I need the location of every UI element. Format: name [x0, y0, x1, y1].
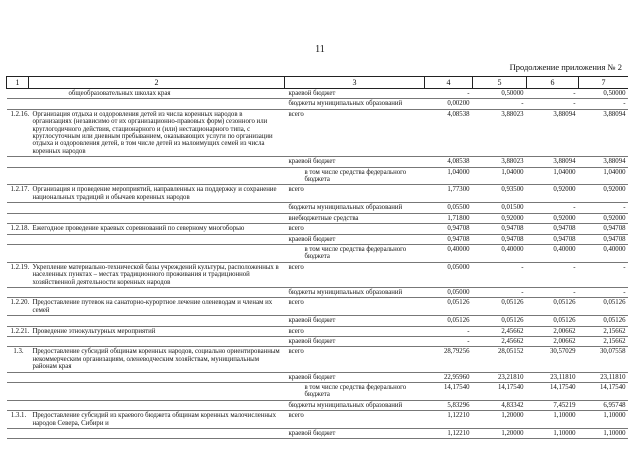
- value-col-7: 0,05126: [579, 298, 629, 316]
- value-col-6: 7,45219: [527, 400, 579, 410]
- funding-source: всего: [285, 185, 425, 203]
- value-col-7: 23,11810: [579, 372, 629, 382]
- value-col-4: 1,71800: [425, 213, 473, 223]
- funding-source: внебюджетные средства: [285, 213, 425, 223]
- row-description: общеобразовательных школах края: [29, 89, 285, 99]
- value-col-4: 1,77300: [425, 185, 473, 203]
- row-code: 1.3.1.: [7, 411, 29, 429]
- value-col-4: 0,05500: [425, 203, 473, 213]
- funding-source: всего: [285, 262, 425, 287]
- row-code: [7, 244, 29, 262]
- row-code: [7, 99, 29, 109]
- value-col-5: 1,20000: [473, 429, 527, 439]
- funding-source: краевой бюджет: [285, 372, 425, 382]
- funding-source: всего: [285, 411, 425, 429]
- value-col-5: 2,45662: [473, 326, 527, 336]
- funding-source: всего: [285, 109, 425, 156]
- row-code: 1.3.: [7, 347, 29, 372]
- row-description: Предоставление субсидий общинам коренных народов, социально ориентированным некоммерческим организациям, оленеводческим хозяйствам, муниципальным районам края: [29, 347, 285, 372]
- value-col-6: 23,11810: [527, 372, 579, 382]
- table-row: [7, 167, 629, 185]
- value-col-7: 6,95748: [579, 400, 629, 410]
- column-header: 3: [285, 77, 425, 89]
- column-header: 5: [473, 77, 527, 89]
- value-col-7: 1,04000: [579, 167, 629, 185]
- value-col-4: 0,40000: [425, 244, 473, 262]
- column-header: 6: [527, 77, 579, 89]
- row-code: [7, 287, 29, 297]
- table-row: [7, 372, 629, 382]
- value-col-4: 0,94708: [425, 224, 473, 234]
- row-description: [29, 99, 285, 109]
- value-col-7: 0,40000: [579, 244, 629, 262]
- continuation-label: Продолжение приложения № 2: [509, 62, 622, 72]
- value-col-5: 0,94708: [473, 234, 527, 244]
- column-header: 1: [7, 77, 29, 89]
- value-col-6: 0,05126: [527, 316, 579, 326]
- table-row: [7, 213, 629, 223]
- row-description: [29, 157, 285, 167]
- value-col-7: 0,92000: [579, 185, 629, 203]
- funding-source: краевой бюджет: [285, 89, 425, 99]
- table-row: [7, 298, 629, 316]
- value-col-6: 2,00662: [527, 326, 579, 336]
- value-col-6: -: [527, 262, 579, 287]
- funding-source: в том числе средства федерального бюджета: [285, 167, 425, 185]
- row-code: [7, 372, 29, 382]
- row-description: Укрепление материально-технической базы учреждений культуры, расположенных в населенных пунктах – местах традиционного проживания и традиционной хозяйственной деятельности коренных народов: [29, 262, 285, 287]
- funding-source: бюджеты муниципальных образований: [285, 400, 425, 410]
- row-code: 1.2.19.: [7, 262, 29, 287]
- page-number: 11: [315, 44, 325, 55]
- value-col-4: -: [425, 326, 473, 336]
- value-col-4: 0,05126: [425, 316, 473, 326]
- value-col-6: 3,88094: [527, 109, 579, 156]
- funding-source: бюджеты муниципальных образований: [285, 287, 425, 297]
- value-col-5: 1,20000: [473, 411, 527, 429]
- row-description: Организация и проведение мероприятий, направленных на поддержку и сохранение национальных традиций и обычаев коренных народов: [29, 185, 285, 203]
- row-code: [7, 383, 29, 401]
- funding-source: краевой бюджет: [285, 316, 425, 326]
- value-col-5: 3,88023: [473, 109, 527, 156]
- row-code: [7, 167, 29, 185]
- value-col-6: 1,10000: [527, 429, 579, 439]
- value-col-4: 0,00200: [425, 99, 473, 109]
- value-col-6: 3,88094: [527, 157, 579, 167]
- table-row: [7, 157, 629, 167]
- value-col-4: 28,79256: [425, 347, 473, 372]
- row-code: [7, 89, 29, 99]
- funding-source: краевой бюджет: [285, 157, 425, 167]
- row-description: [29, 167, 285, 185]
- funding-source: всего: [285, 224, 425, 234]
- table-row: [7, 109, 629, 156]
- funding-source: в том числе средства федерального бюджета: [285, 383, 425, 401]
- row-description: [29, 372, 285, 382]
- value-col-5: 0,05126: [473, 316, 527, 326]
- funding-source: краевой бюджет: [285, 234, 425, 244]
- table-row: [7, 99, 629, 109]
- value-col-5: 0,01500: [473, 203, 527, 213]
- value-col-6: 0,92000: [527, 185, 579, 203]
- value-col-4: 0,94708: [425, 234, 473, 244]
- value-col-4: 1,12210: [425, 411, 473, 429]
- value-col-6: 1,10000: [527, 411, 579, 429]
- value-col-5: 0,94708: [473, 224, 527, 234]
- row-code: [7, 213, 29, 223]
- column-header: 2: [29, 77, 285, 89]
- value-col-5: 4,83342: [473, 400, 527, 410]
- row-description: Предоставление путевок на санаторно-курортное лечение оленеводам и членам их семей: [29, 298, 285, 316]
- value-col-4: 4,08538: [425, 109, 473, 156]
- row-code: 1.2.18.: [7, 224, 29, 234]
- table-row: [7, 244, 629, 262]
- table-row: [7, 262, 629, 287]
- value-col-7: -: [579, 262, 629, 287]
- value-col-7: 3,88094: [579, 157, 629, 167]
- table-row: [7, 326, 629, 336]
- value-col-4: -: [425, 89, 473, 99]
- value-col-5: 0,40000: [473, 244, 527, 262]
- value-col-7: 0,94708: [579, 224, 629, 234]
- value-col-5: 2,45662: [473, 336, 527, 346]
- value-col-7: -: [579, 99, 629, 109]
- value-col-7: -: [579, 203, 629, 213]
- row-description: [29, 287, 285, 297]
- table-row: [7, 287, 629, 297]
- row-code: [7, 429, 29, 439]
- row-code: [7, 316, 29, 326]
- row-code: 1.2.20.: [7, 298, 29, 316]
- value-col-4: 14,17540: [425, 383, 473, 401]
- value-col-5: 23,21810: [473, 372, 527, 382]
- table-row: [7, 89, 629, 99]
- value-col-6: 0,05126: [527, 298, 579, 316]
- column-header: 7: [579, 77, 629, 89]
- value-col-6: 0,94708: [527, 224, 579, 234]
- value-col-6: 30,57029: [527, 347, 579, 372]
- row-description: [29, 336, 285, 346]
- column-header: 4: [425, 77, 473, 89]
- table-row: [7, 316, 629, 326]
- value-col-7: 3,88094: [579, 109, 629, 156]
- value-col-7: 0,05126: [579, 316, 629, 326]
- value-col-6: -: [527, 203, 579, 213]
- value-col-6: 1,04000: [527, 167, 579, 185]
- row-description: [29, 383, 285, 401]
- table-header-row: [7, 77, 629, 89]
- value-col-6: -: [527, 287, 579, 297]
- value-col-4: 5,83296: [425, 400, 473, 410]
- row-description: Проведение этнокультурных мероприятий: [29, 326, 285, 336]
- row-code: 1.2.17.: [7, 185, 29, 203]
- value-col-5: 0,93500: [473, 185, 527, 203]
- value-col-4: 4,08538: [425, 157, 473, 167]
- value-col-6: 14,17540: [527, 383, 579, 401]
- appendix-table-container: [6, 76, 628, 450]
- value-col-7: 0,94708: [579, 234, 629, 244]
- funding-source: всего: [285, 347, 425, 372]
- value-col-4: -: [425, 336, 473, 346]
- value-col-4: 1,12210: [425, 429, 473, 439]
- row-description: [29, 234, 285, 244]
- row-description: Предоставление субсидий из краевого бюджета общинам коренных малочисленных народов Севера, Сибири и: [29, 411, 285, 429]
- row-description: Организация отдыха и оздоровления детей из числа коренных народов в организациях (независимо от их организационно-правовых форм) сезонного или круглогодичного действия, стационарного и (или) нестационарного типа, с круглосуточным или дневным пребыванием, оказывающих услуги по организации отдыха и оздоровления детей, в том числе детей из малоимущих семей из числа коренных народов: [29, 109, 285, 156]
- row-code: [7, 203, 29, 213]
- table-row: [7, 400, 629, 410]
- table-row: [7, 383, 629, 401]
- row-code: 1.2.16.: [7, 109, 29, 156]
- row-description: Ежегодное проведение краевых соревнований по северному многоборью: [29, 224, 285, 234]
- funding-source: бюджеты муниципальных образований: [285, 99, 425, 109]
- value-col-7: 30,07558: [579, 347, 629, 372]
- value-col-6: 0,92000: [527, 213, 579, 223]
- row-description: [29, 400, 285, 410]
- value-col-7: 14,17540: [579, 383, 629, 401]
- value-col-5: -: [473, 287, 527, 297]
- value-col-5: 0,50000: [473, 89, 527, 99]
- row-description: [29, 203, 285, 213]
- table-row: [7, 429, 629, 439]
- value-col-5: 1,04000: [473, 167, 527, 185]
- row-code: [7, 234, 29, 244]
- value-col-6: -: [527, 89, 579, 99]
- table-row: [7, 185, 629, 203]
- value-col-7: 2,15662: [579, 326, 629, 336]
- row-description: [29, 429, 285, 439]
- value-col-7: 1,10000: [579, 411, 629, 429]
- value-col-5: 0,05126: [473, 298, 527, 316]
- value-col-7: 1,10000: [579, 429, 629, 439]
- value-col-5: -: [473, 262, 527, 287]
- value-col-7: 0,50000: [579, 89, 629, 99]
- funding-source: краевой бюджет: [285, 336, 425, 346]
- row-description: [29, 244, 285, 262]
- value-col-4: 22,95960: [425, 372, 473, 382]
- funding-source: в том числе средства федерального бюджета: [285, 244, 425, 262]
- table-row: [7, 411, 629, 429]
- table-row: [7, 234, 629, 244]
- row-code: [7, 400, 29, 410]
- funding-source: всего: [285, 326, 425, 336]
- value-col-5: 0,92000: [473, 213, 527, 223]
- value-col-5: 3,88023: [473, 157, 527, 167]
- table-row: [7, 336, 629, 346]
- value-col-5: -: [473, 99, 527, 109]
- table-row: [7, 203, 629, 213]
- value-col-7: 2,15662: [579, 336, 629, 346]
- table-row: [7, 224, 629, 234]
- value-col-4: 0,05000: [425, 262, 473, 287]
- value-col-6: 0,40000: [527, 244, 579, 262]
- funding-source: краевой бюджет: [285, 429, 425, 439]
- value-col-4: 1,04000: [425, 167, 473, 185]
- row-code: [7, 157, 29, 167]
- funding-source: бюджеты муниципальных образований: [285, 203, 425, 213]
- value-col-5: 28,05152: [473, 347, 527, 372]
- value-col-4: 0,05126: [425, 298, 473, 316]
- value-col-6: 2,00662: [527, 336, 579, 346]
- value-col-7: -: [579, 287, 629, 297]
- value-col-7: 0,92000: [579, 213, 629, 223]
- value-col-6: -: [527, 99, 579, 109]
- row-code: 1.2.21.: [7, 326, 29, 336]
- table-row: [7, 347, 629, 372]
- value-col-6: 0,94708: [527, 234, 579, 244]
- row-description: [29, 316, 285, 326]
- value-col-4: 0,05000: [425, 287, 473, 297]
- row-description: [29, 213, 285, 223]
- appendix-table: [6, 76, 628, 439]
- row-code: [7, 336, 29, 346]
- value-col-5: 14,17540: [473, 383, 527, 401]
- funding-source: всего: [285, 298, 425, 316]
